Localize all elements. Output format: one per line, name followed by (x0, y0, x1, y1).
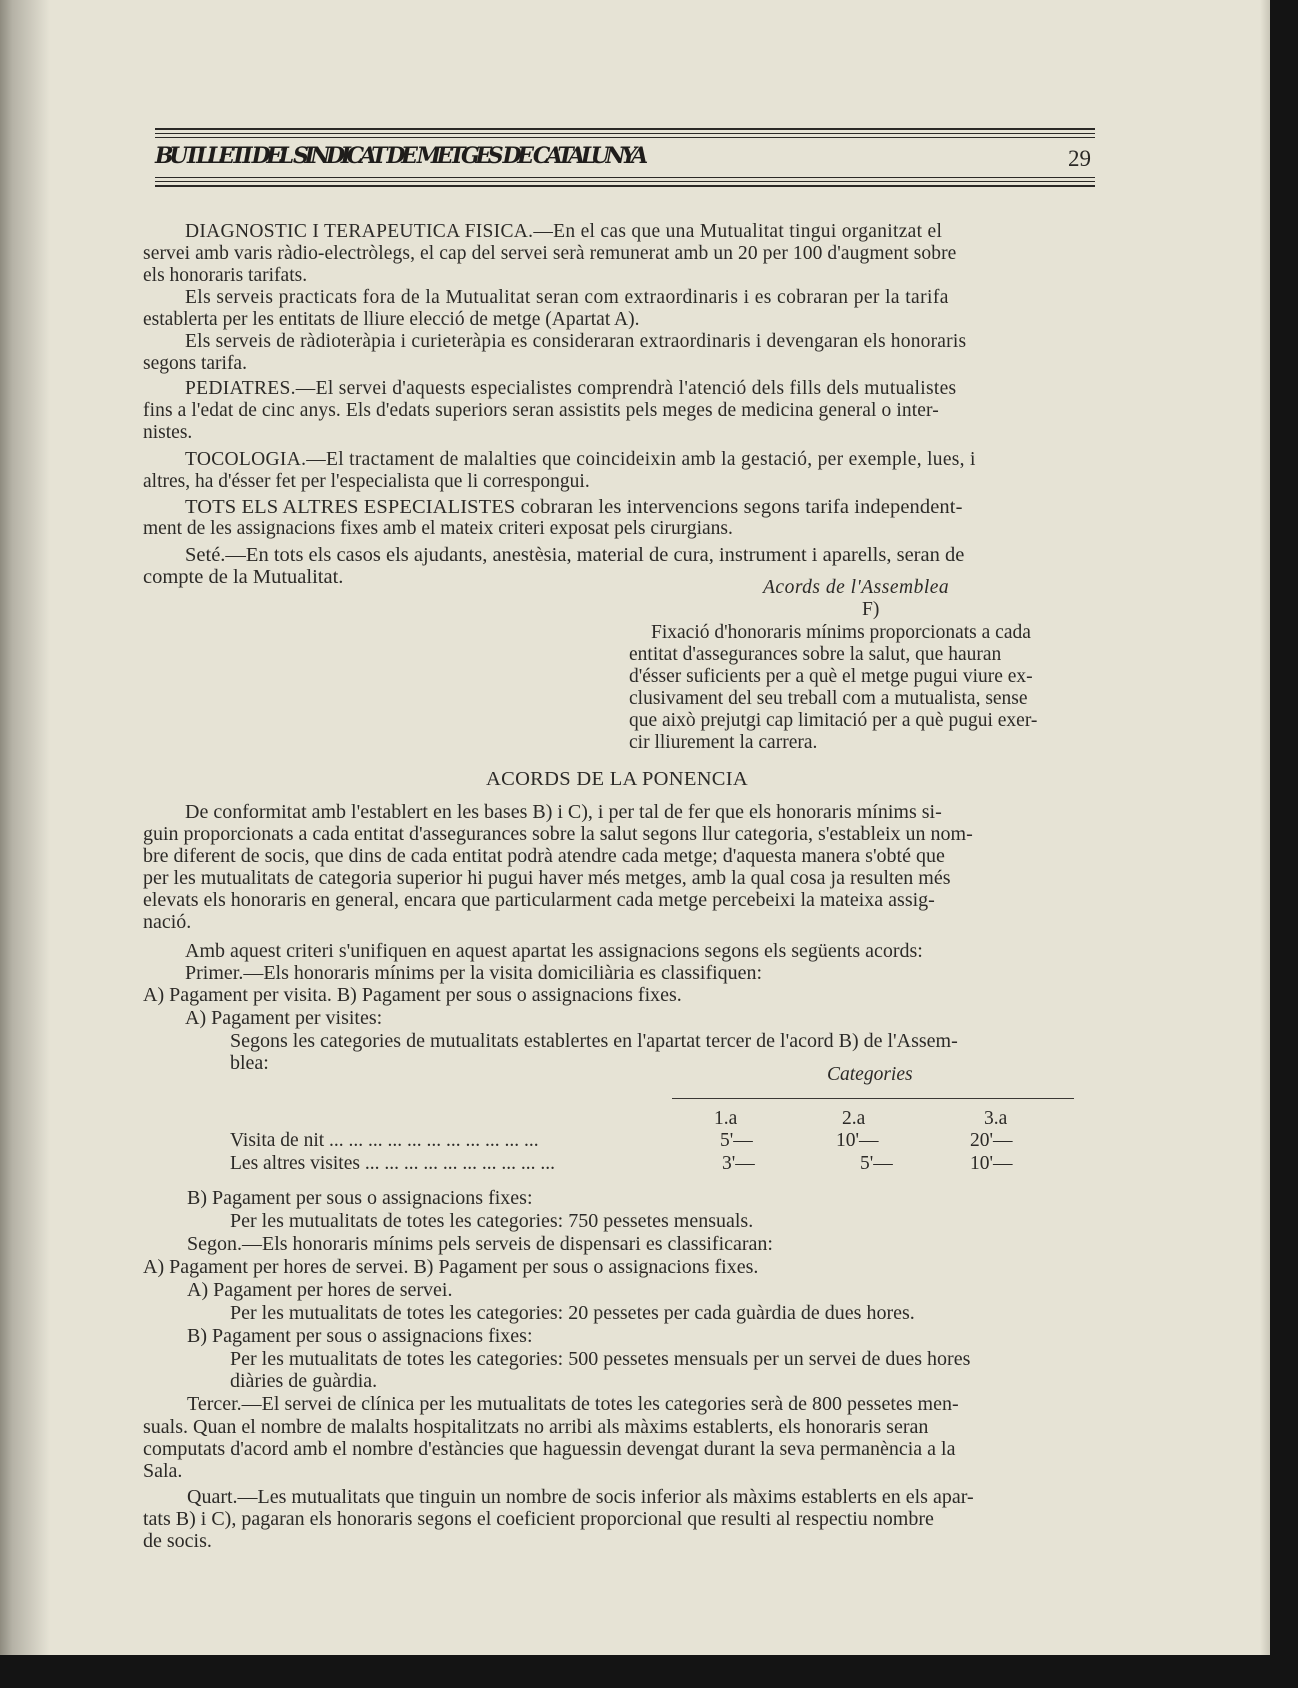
body-line: Per les mutualitats de totes les categories: 20 pessetes per cada guàrdia de dues hores. (230, 1302, 915, 1324)
body-line: fins a l'edat de cinc anys. Els d'edats superiors seran assistits pels meges de medicina general o inter- (143, 400, 939, 421)
header-rule-bottom-2 (155, 181, 1095, 182)
body-line: TOTS ELS ALTRES ESPECIALISTES cobraran les intervencions segons tarifa independent- (185, 496, 963, 518)
table-row-label: Visita de nit ... ... ... ... ... ... ... ... ... ... ... (230, 1130, 539, 1151)
body-line: nistes. (143, 422, 193, 443)
body-line: Segons les categories de mutualitats establertes en l'apartat tercer de l'acord B) de l'Assem- (230, 1030, 958, 1052)
body-line: altres, ha d'ésser fet per l'especialista que li correspongui. (143, 471, 590, 492)
body-line: A) Pagament per hores de servei. B) Pagament per sous o assignacions fixes. (143, 1256, 759, 1278)
body-line: De conformitat amb l'establert en les bases B) i C), i per tal de fer que els honoraris mínims si- (185, 801, 942, 823)
assembly-line: cir lliurement la carrera. (629, 732, 818, 753)
body-line: Els serveis practicats fora de la Mutualitat seran com extraordinaris i es cobraran per la tarifa (185, 287, 949, 308)
table-row-label: Les altres visites ... ... ... ... ... ... ... ... ... ... (230, 1153, 555, 1174)
body-line: segons tarifa. (143, 353, 247, 374)
body-line: establerta per les entitats de lliure elecció de metge (Apartat A). (143, 309, 640, 330)
body-line: compte de la Mutualitat. (143, 566, 344, 588)
book-spine-shadow (0, 0, 50, 1655)
table-column-header: 3.a (984, 1108, 1008, 1129)
body-line: Tercer.—El servei de clínica per les mutualitats de totes les categories serà de 800 pessetes men- (187, 1393, 959, 1415)
table-cell: 3'— (722, 1153, 755, 1174)
assembly-line: Fixació d'honoraris mínims proporcionats a cada (651, 622, 1031, 643)
body-line: B) Pagament per sous o assignacions fixes: (187, 1187, 533, 1209)
body-line: DIAGNOSTIC I TERAPEUTICA FISICA.—En el cas que una Mutualitat tingui organitzat el (185, 221, 943, 242)
page-edge (1260, 0, 1270, 1655)
body-line: ment de les assignacions fixes amb el mateix criteri exposat pels cirurgians. (143, 518, 733, 539)
ponencia-heading: ACORDS DE LA PONENCIA (486, 768, 748, 790)
table-cell: 5'— (860, 1153, 893, 1174)
page-number: 29 (1068, 146, 1091, 171)
table-cell: 20'— (970, 1130, 1013, 1151)
body-line: de socis. (143, 1530, 212, 1552)
header-rule-top-2 (155, 133, 1095, 134)
body-line: per les mutualitats de categoria superior hi pugui haver més metges, amb la qual cosa ja resulten més (143, 867, 951, 889)
body-line: nació. (143, 911, 192, 933)
body-line: servei amb varis ràdio-electròlegs, el cap del servei serà remunerat amb un 20 per 100 d'augment sobre (143, 243, 957, 264)
body-line: computats d'acord amb el nombre d'estàncies que haguessin devengat durant la seva permanència a la (143, 1438, 956, 1460)
table-column-header: 1.a (714, 1108, 738, 1129)
body-line: diàries de guàrdia. (230, 1370, 378, 1392)
body-line: Segon.—Els honoraris mínims pels serveis de dispensari es classificaran: (187, 1233, 773, 1255)
body-line: blea: (230, 1052, 269, 1074)
assembly-line: entitat d'assegurances sobre la salut, que hauran (629, 644, 1002, 665)
header-rule-bottom-3 (155, 185, 1095, 187)
body-line: Per les mutualitats de totes les categories: 750 pessetes mensuals. (230, 1210, 754, 1232)
body-line: Sala. (143, 1460, 183, 1482)
body-line: B) Pagament per sous o assignacions fixes: (187, 1325, 533, 1347)
body-line: A) Pagament per visita. B) Pagament per sous o assignacions fixes. (143, 984, 682, 1006)
header-rule-top-3 (155, 137, 1095, 138)
assembly-heading: Acords de l'Assemblea (763, 577, 950, 598)
body-line: elevats els honoraris en general, encara que particularment cada metge percebeixi la mateixa assig- (143, 889, 935, 911)
body-line: suals. Quan el nombre de malalts hospitalitzats no arribi als màxims establerts, els honoraris seran (143, 1416, 929, 1438)
body-line: A) Pagament per hores de servei. (187, 1279, 453, 1301)
table-cell: 10'— (836, 1130, 879, 1151)
body-line: tats B) i C), pagaran els honoraris segons el coeficient proporcional que resulti al respectiu nombre (143, 1508, 934, 1530)
table-cell: 10'— (970, 1153, 1013, 1174)
body-line: TOCOLOGIA.—El tractament de malalties que coincideixin amb la gestació, per exemple, lues, i (185, 449, 976, 470)
body-line: A) Pagament per visites: (185, 1007, 383, 1029)
body-line: Seté.—En tots els casos els ajudants, anestèsia, material de cura, instrument i aparells, seran de (185, 544, 965, 566)
body-line: Quart.—Les mutualitats que tinguin un nombre de socis inferior als màxims establerts en els apar- (187, 1486, 974, 1508)
table-caption-rule (672, 1098, 1074, 1099)
assembly-line: clusivament del seu treball com a mutualista, sense (629, 688, 1028, 709)
table-caption: Categories (827, 1064, 913, 1085)
assembly-line: d'ésser suficients per a què el metge pugui viure ex- (629, 666, 1033, 687)
assembly-letter: F) (862, 599, 880, 620)
assembly-line: que això prejutgi cap limitació per a què pugui exer- (629, 710, 1038, 731)
body-line: PEDIATRES.—El servei d'aquests especialistes comprendrà l'atenció dels fills dels mutualistes (185, 378, 957, 399)
header-rule-bottom-1 (155, 177, 1095, 178)
table-cell: 5'— (720, 1130, 753, 1151)
header-rule-top-1 (155, 128, 1095, 130)
table-column-header: 2.a (842, 1108, 866, 1129)
body-line: bre diferent de socis, que dins de cada entitat podrà atendre cada metge; d'aquesta manera s'obté que (143, 845, 945, 867)
body-line: Per les mutualitats de totes les categories: 500 pessetes mensuals per un servei de dues hores (230, 1348, 971, 1370)
body-line: Els serveis de ràdioteràpia i curieteràpia es consideraran extraordinaris i devengaran els honoraris (185, 331, 967, 352)
body-line: guin proporcionats a cada entitat d'assegurances sobre la salut segons llur categoria, s'estableix un nom- (143, 823, 973, 845)
journal-title: BUTLLETI DEL SINDICAT DE METGES DE CATALUNYA (155, 143, 644, 169)
body-line: Amb aquest criteri s'unifiquen en aquest apartat les assignacions segons els següents acords: (185, 940, 923, 962)
body-line: els honoraris tarifats. (143, 265, 308, 286)
body-line: Primer.—Els honoraris mínims per la visita domiciliària es classifiquen: (185, 962, 763, 984)
